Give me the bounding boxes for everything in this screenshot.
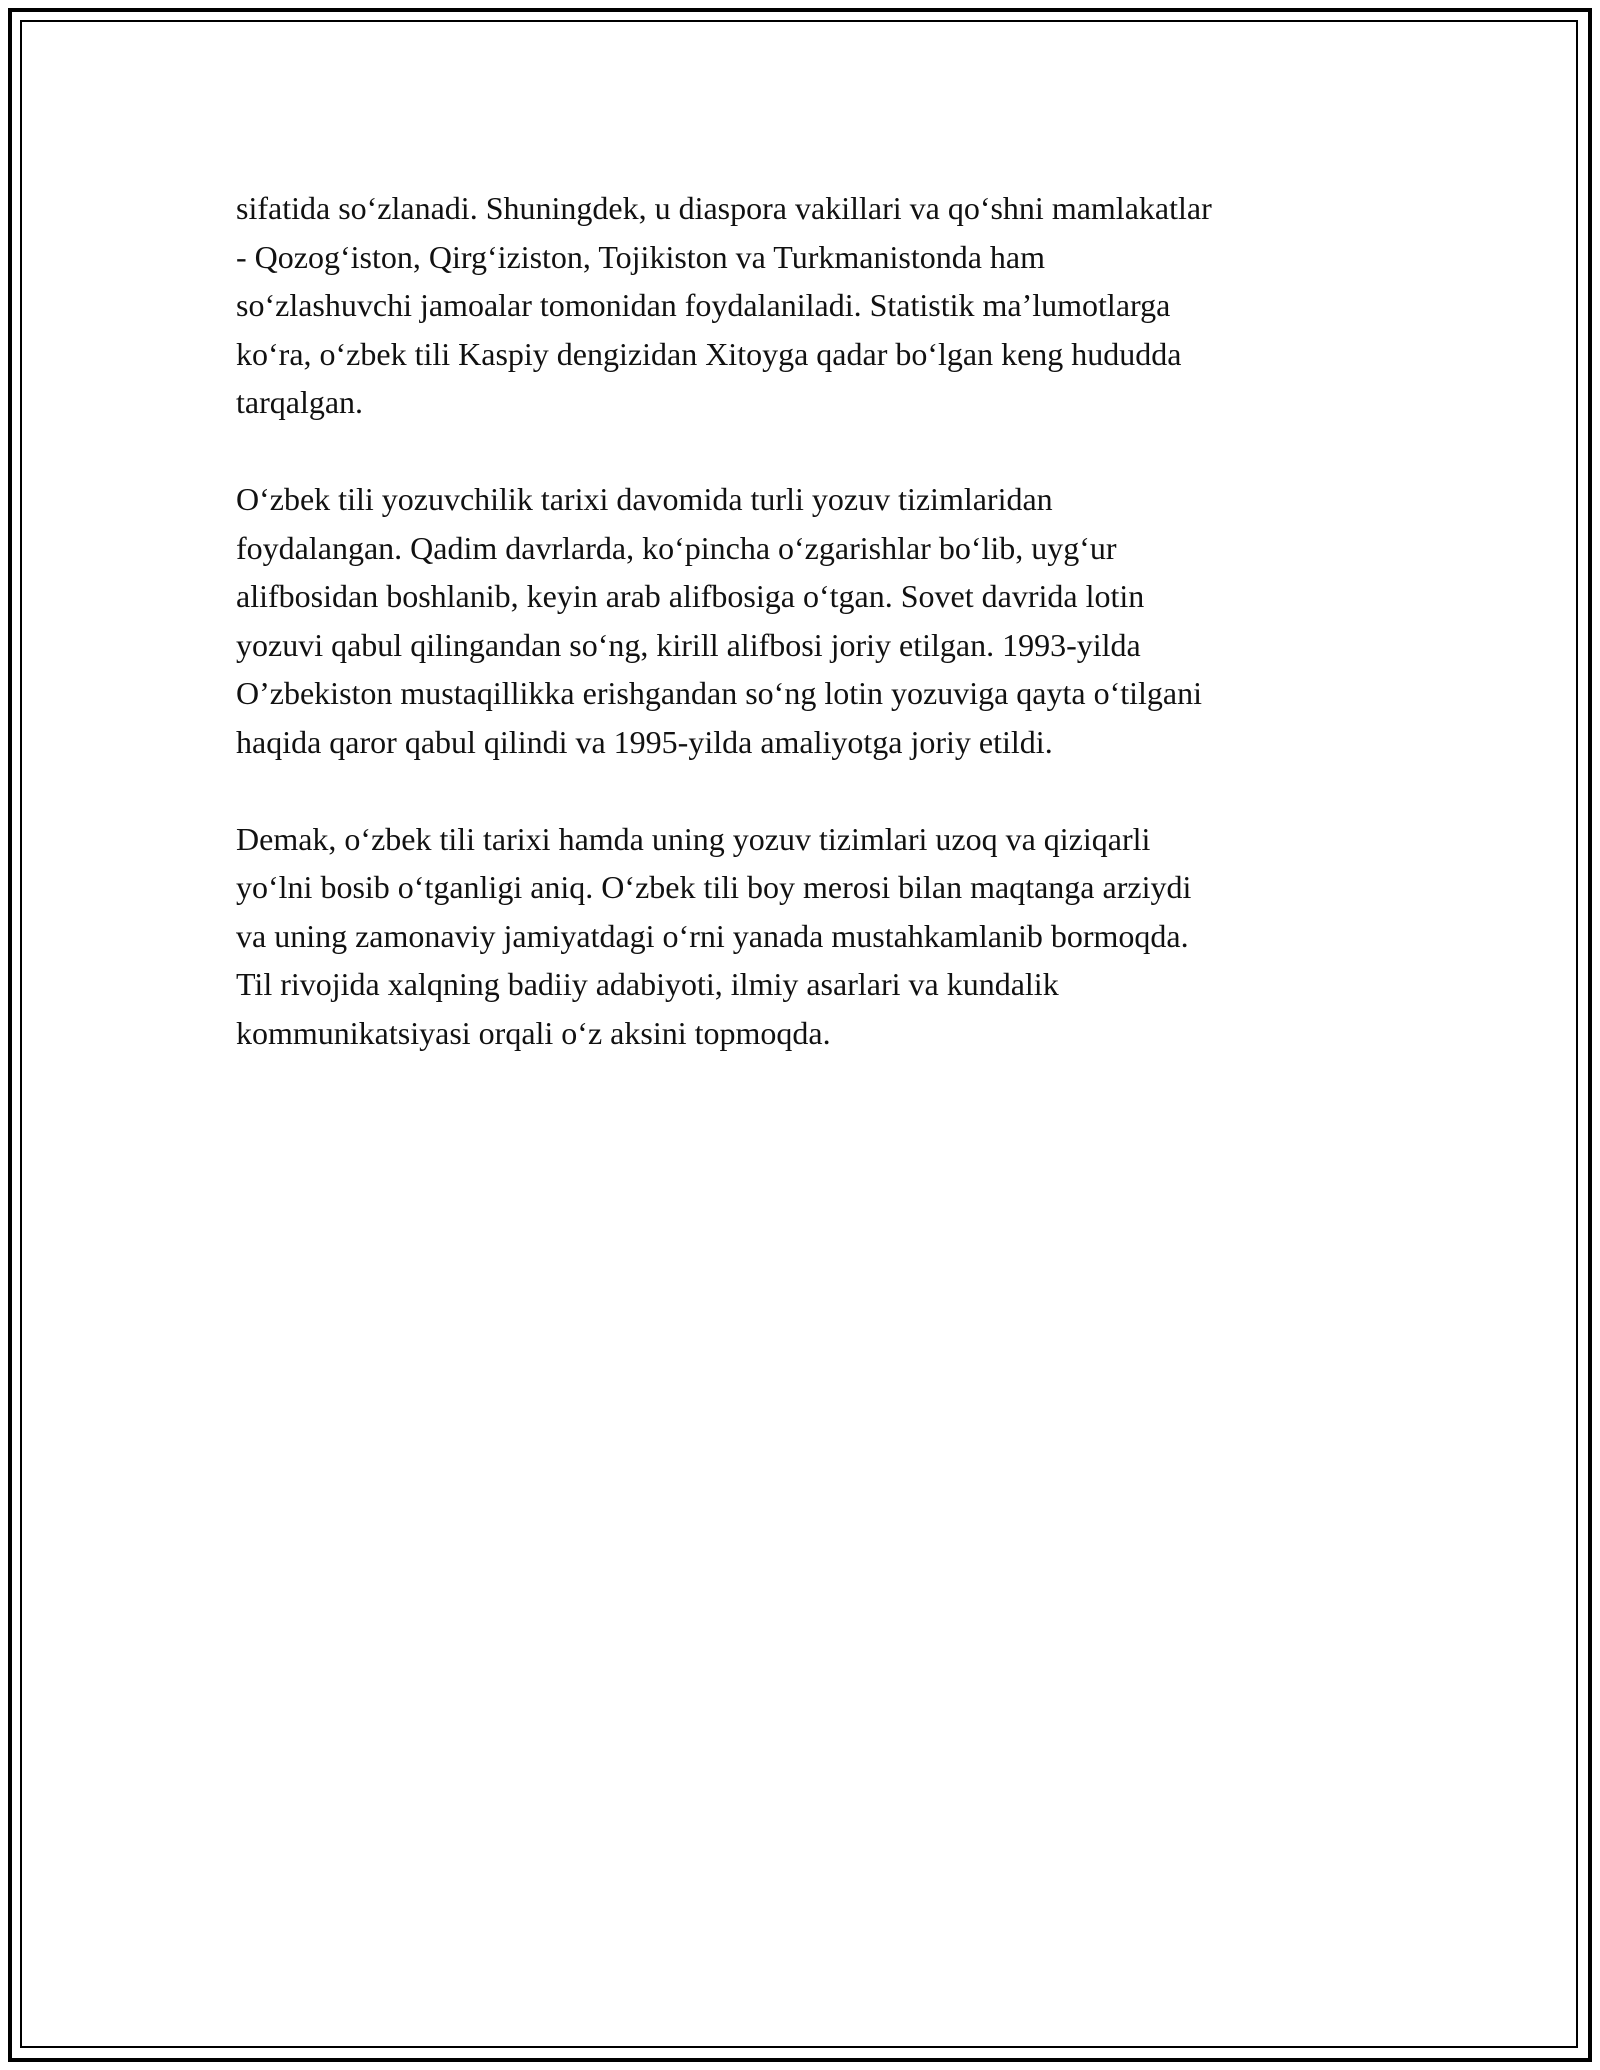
text-line: O’zbekiston mustaqillikka erishgandan so‘ng lotin yozuviga qayta o‘tilgani bbox=[236, 675, 1203, 711]
text-line: Demak, o‘zbek tili tarixi hamda uning yozuv tizimlari uzoq va qiziqarli bbox=[236, 820, 1151, 857]
text-line: yozuvi qabul qilingandan so‘ng, kirill alifbosi joriy etilgan. 1993-yilda bbox=[236, 626, 1141, 663]
paragraph-3 bbox=[236, 815, 1366, 1058]
text-line: Til rivojida xalqning badiiy adabiyoti, ilmiy asarlari va kundalik bbox=[236, 966, 1059, 1002]
text-line: - Qozog‘iston, Qirg‘iziston, Tojikiston va Turkmanistonda ham bbox=[236, 238, 1045, 275]
text-line: so‘zlashuvchi jamoalar tomonidan foydalaniladi. Statistik ma’lumotlarga bbox=[236, 287, 1171, 323]
text-line: va uning zamonaviy jamiyatdagi o‘rni yanada mustahkamlanib bormoqda. bbox=[236, 917, 1189, 954]
paragraph-1 bbox=[236, 184, 1366, 427]
text-line: foydalangan. Qadim davrlarda, ko‘pincha o‘zgarishlar bo‘lib, uyg‘ur bbox=[236, 529, 1117, 566]
text-line: O‘zbek tili yozuvchilik tarixi davomida turli yozuv tizimlaridan bbox=[236, 481, 1053, 517]
text-line: sifatida so‘zlanadi. Shuningdek, u diaspora vakillari va qo‘shni mamlakatlar bbox=[236, 190, 1212, 226]
text-line: yo‘lni bosib o‘tganligi aniq. O‘zbek tili boy merosi bilan maqtanga arziydi bbox=[236, 869, 1192, 905]
paragraph-2 bbox=[236, 475, 1366, 766]
text-line: tarqalgan. bbox=[236, 384, 364, 420]
document-body bbox=[236, 184, 1366, 1106]
text-line: kommunikatsiyasi orqali o‘z aksini topmoqda. bbox=[236, 1014, 831, 1051]
text-line: ko‘ra, o‘zbek tili Kaspiy dengizidan Xitoyga qadar bo‘lgan keng hududda bbox=[236, 335, 1182, 372]
text-line: haqida qaror qabul qilindi va 1995-yilda amaliyotga joriy etildi. bbox=[236, 723, 1053, 760]
text-line: alifbosidan boshlanib, keyin arab alifbosiga o‘tgan. Sovet davrida lotin bbox=[236, 578, 1145, 614]
